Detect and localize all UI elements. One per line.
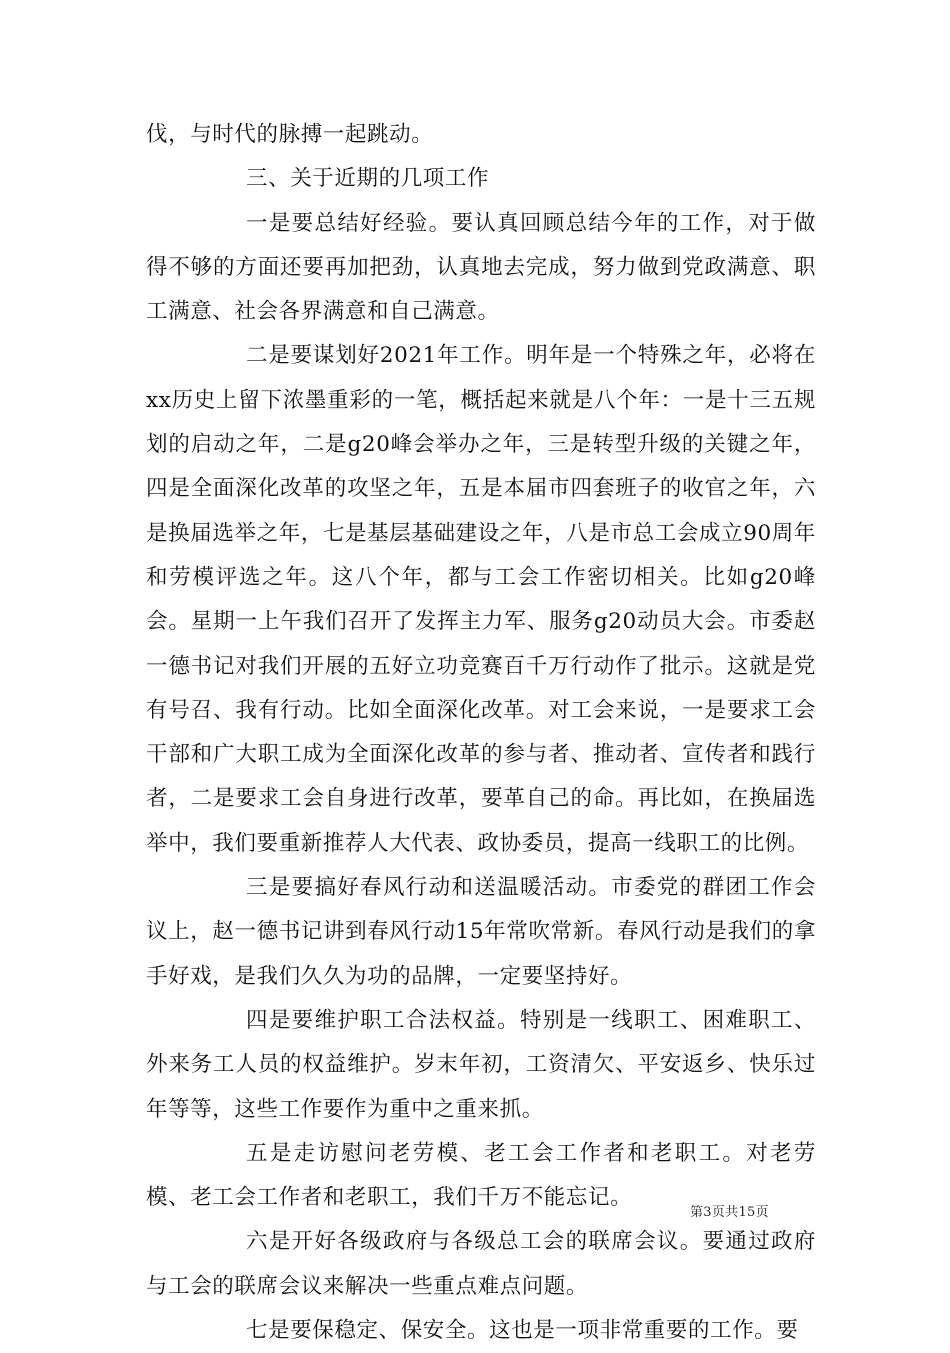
paragraph-item-4: 四是要维护职工合法权益。特别是一线职工、困难职工、外来务工人员的权益维护。岁末年初，工资清欠、平安返乡、快乐过年等等，这些工作要作为重中之重来抓。 — [146, 1007, 816, 1122]
page-number-footer: 第3页共15页 — [690, 1205, 769, 1220]
paragraph-item-5: 五是走访慰问老劳模、老工会工作者和老职工。对老劳模、老工会工作者和老职工，我们千万不能忘记。 — [146, 1140, 816, 1211]
document-body — [146, 113, 816, 1353]
paragraph-continuation: 伐，与时代的脉搏一起跳动。 — [146, 122, 434, 147]
paragraph-item-1: 一是要总结好经验。要认真回顾总结今年的工作，对于做得不够的方面还要再加把劲，认真地去完成，努力做到党政满意、职工满意、社会各界满意和自己满意。 — [146, 210, 816, 325]
paragraph-item-6: 六是开好各级政府与各级总工会的联席会议。要通过政府与工会的联席会议来解决一些重点难点问题。 — [146, 1229, 816, 1299]
section-heading: 三、关于近期的几项工作 — [246, 166, 490, 192]
paragraph-item-7: 七是要保稳定、保安全。这也是一项非常重要的工作。要 — [246, 1318, 799, 1344]
paragraph-item-3: 三是要搞好春风行动和送温暖活动。市委党的群团工作会议上，赵一德书记讲到春风行动15年常吹常新。春风行动是我们的拿手好戏，是我们久久为功的品牌，一定要坚持好。 — [146, 875, 816, 989]
paragraph-item-2: 二是要谋划好2021年工作。明年是一个特殊之年，必将在xx历史上留下浓墨重彩的一笔，概括起来就是八个年：一是十三五规划的启动之年，二是g20峰会举办之年，三是转型升级的关键之年，四是全面深化改革的攻坚之年，五是本届市四套班子的收官之年，六是换届选举之年，七是基层基础建设之年，八是市总工会成立90周年和劳模评选之年。这八个年，都与工会工作密切相关。比如g20峰会。星期一上午我们召开了发挥主力军、服务g20动员大会。市委赵一德书记对我们开展的五好立功竞赛百千万行动作了批示。这就是党有号召、我有行动。比如全面深化改革。对工会来说，一是要求工会干部和广大职工成为全面深化改革的参与者、推动者、宣传者和践行者，二是要求工会自身进行改革，要革自己的命。再比如，在换届选举中，我们要重新推荐人大代表、政协委员，提高一线职工的比例。 — [146, 343, 816, 856]
